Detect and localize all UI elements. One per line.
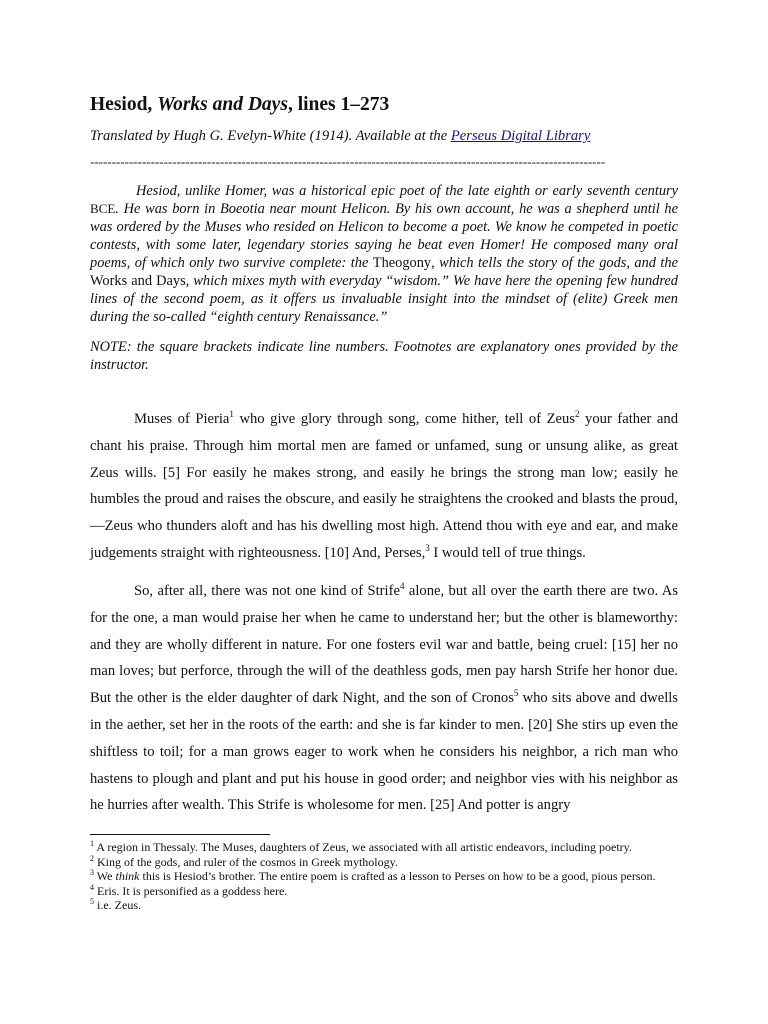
- footnote-emphasis: think: [115, 869, 140, 883]
- footnote-text: Eris. It is personified as a goddess here.: [94, 883, 288, 898]
- note-paragraph: NOTE: the square brackets indicate line numbers. Footnotes are explanatory ones provided by the instructor.: [90, 339, 678, 373]
- p1-text-b: who give glory through song, come hither, tell of Zeus: [233, 411, 575, 427]
- footnote-number: 5: [90, 897, 94, 906]
- footnote-text: King of the gods, and ruler of the cosmos in Greek mythology.: [94, 854, 398, 869]
- footnote-number: 2: [90, 853, 94, 863]
- footnote-3: [90, 869, 670, 884]
- footnote-number: 3: [90, 868, 94, 877]
- footnote-number: 1: [90, 839, 94, 848]
- p2-text-a: So, after all, there was not one kind of Strife: [134, 583, 400, 599]
- p1-text-c: your father and chant his praise. Through him mortal men are famed or unfamed, sung or unsung alike, as great Zeus wills. [5] For easily he makes strong, and easily he brings the strong man low; easily he humbles the proud and raises the obscure, and easily he straightens the crooked and blasts the proud,—Zeus who thunders aloft and has his dwelling most high. Attend thou with eye and ear, and make judgements straight with righteousness. [10] And, Perses,: [90, 411, 679, 561]
- title-work: Works and Days: [157, 94, 288, 115]
- theogony-title: Theogony: [372, 255, 432, 271]
- perseus-link[interactable]: Perseus Digital Library: [450, 128, 591, 144]
- footnote-ref-1[interactable]: 1: [229, 409, 234, 420]
- intro-text-4: , which mixes myth with everyday “wisdom.” We have here the opening few hundred lines of the second poem, as it offers us invaluable insight into the mindset of (elite) Greek men during the so-called “eighth century Renaissance.”: [90, 273, 678, 325]
- intro-text-2: . He was born in Boeotia near mount Helicon. By his own account, he was a shepherd until he was ordered by the Muses who resided on Helicon to become a poet. We know he competed in poetic contests, with some later, legendary stories saying he beat even Homer! He composed many oral poems, of which only two survive complete: the: [90, 201, 678, 271]
- dash-separator: -----------------------------------------------------------------------------------------------------------------------: [90, 154, 606, 169]
- p1-text-d: I would tell of true things.: [429, 544, 586, 561]
- works-title: Works and Days: [90, 273, 186, 289]
- p2-text-b: alone, but all over the earth there are two. As for the one, a man would praise her when he came to understand her; but the other is blameworthy: and they are wholly different in nature. For one fosters evil war and battle, being cruel: [15] her no man loves; but perforce, through the will of the deathless gods, men pay harsh Strife her honor due. But the other is the elder daughter of dark Night, and the son of Cronos: [90, 583, 678, 707]
- footnote-divider: [90, 834, 270, 835]
- intro-paragraph: [90, 182, 678, 326]
- page-title: [90, 93, 389, 117]
- footnote-text: A region in Thessaly. The Muses, daughters of Zeus, we associated with all artistic endeavors, including poetry.: [94, 840, 632, 854]
- footnote-number: 4: [90, 882, 94, 892]
- footnote-text: this is Hesiod’s brother. The entire poem is crafted as a lesson to Perses on how to be a good, pious person.: [139, 869, 656, 883]
- intro-text-3: , which tells the story of the gods, and the: [431, 255, 679, 271]
- intro-text-1: Hesiod, unlike Homer, was a historical epic poet of the late eighth or early seventh century: [136, 183, 678, 199]
- footnote-ref-3[interactable]: 3: [425, 543, 430, 554]
- footnote-ref-4[interactable]: 4: [399, 581, 405, 592]
- body-paragraph-1: [90, 406, 678, 567]
- footnote-4: [90, 884, 670, 899]
- p2-text-c: who sits above and dwells in the aether, set her in the roots of the earth: and she is far kinder to men. [20] She stirs up even the shiftless to toil; for a man grows eager to work when he considers his neighbor, a rich man who hastens to plough and plant and put his house in good order; and neighbor vies with his neighbor as he hurries after wealth. This Strife is wholesome for men. [25] And potter is angry: [90, 690, 678, 814]
- footnote-text: i.e. Zeus.: [94, 898, 141, 912]
- footnote-ref-2[interactable]: 2: [575, 409, 580, 420]
- title-author: Hesiod,: [90, 94, 158, 115]
- footnote-2: [90, 855, 670, 870]
- bce-label: BCE: [90, 201, 116, 216]
- footnotes: [90, 840, 670, 913]
- title-lines: , lines 1–273: [287, 94, 390, 115]
- credit-text: Translated by Hugh G. Evelyn-White (1914). Available at the: [90, 128, 451, 144]
- footnote-1: [90, 840, 670, 855]
- p1-text-a: Muses of Pieria: [134, 411, 230, 427]
- footnote-text: We: [94, 869, 116, 883]
- footnote-ref-5[interactable]: 5: [513, 688, 519, 699]
- footnote-5: [90, 898, 670, 913]
- body-paragraph-2: [90, 578, 678, 819]
- translation-credit: [90, 127, 590, 145]
